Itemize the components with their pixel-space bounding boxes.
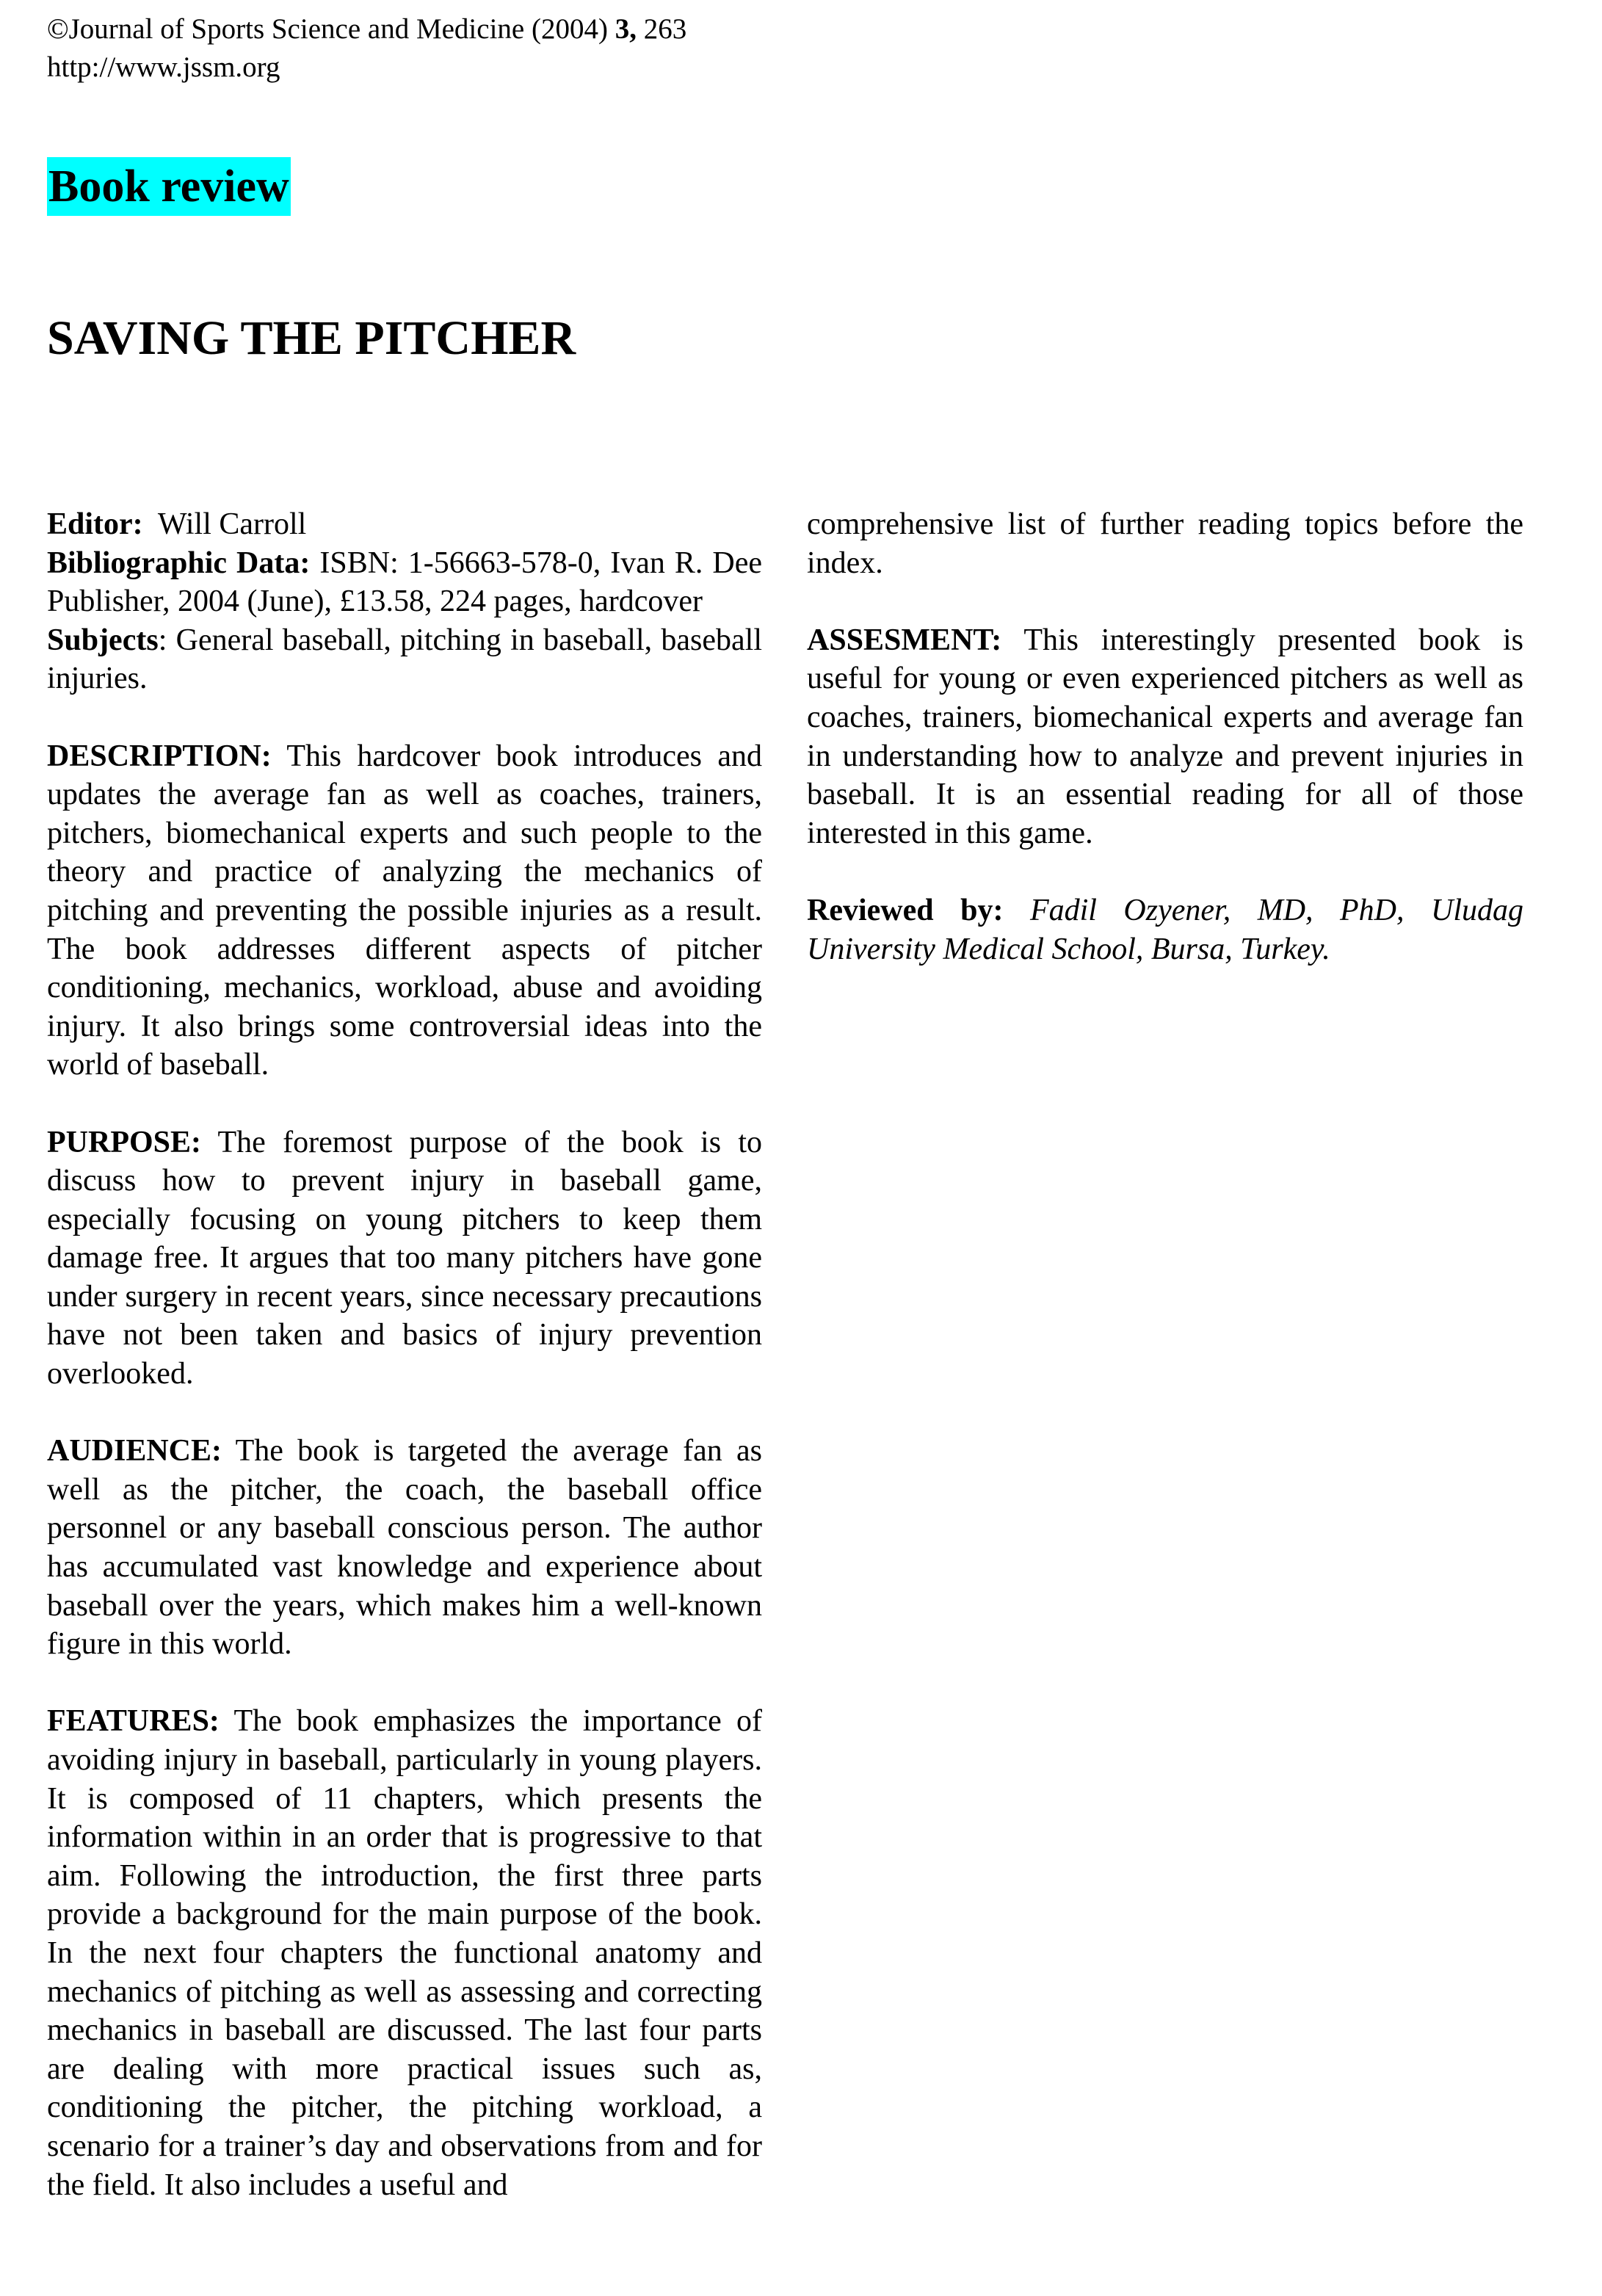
- journal-volume: 3,: [615, 13, 637, 45]
- assessment-paragraph: [807, 621, 1523, 853]
- assessment-label: ASSESMENT:: [807, 623, 1002, 657]
- bibliographic-value: ISBN: 1-56663-578-0, Ivan R. Dee Publisher, 2004 (June), £13.58, 224 pages, hardcover: [47, 546, 763, 619]
- subjects-value: : General baseball, pitching in baseball, baseball injuries.: [47, 623, 762, 696]
- description-text: This hardcover book introduces and updates the average fan as well as coaches, trainers, pitchers, biomechanical experts and such people to the theory and practice of analyzing the mechanics of pitching and preventing the possible injuries as a result. The book addresses different aspects of pitcher conditioning, mechanics, workload, abuse and avoiding injury. It also brings some controversial ideas into the world of baseball.: [47, 739, 762, 1082]
- audience-paragraph: [47, 1432, 762, 1664]
- reviewer-paragraph: [807, 891, 1523, 968]
- editor-label: Editor:: [47, 507, 143, 541]
- section-label-book-review: Book review: [47, 157, 291, 216]
- features-continuation: comprehensive list of further reading topics before the index.: [807, 507, 1523, 580]
- assessment-text: This interestingly presented book is useful for young or even experienced pitchers as well as coaches, trainers, biomechanical experts and average fan in understanding how to analyze and prevent injuries in baseball. It is an essential reading for all of those interested in this game.: [807, 623, 1523, 850]
- purpose-paragraph: [47, 1123, 762, 1394]
- purpose-text: The foremost purpose of the book is to discuss how to prevent injury in baseball game, especially focusing on young pitchers to keep them damage free. It argues that too many pitchers have gone under surgery in recent years, since necessary precautions have not been taken and basics of injury prevention overlooked.: [47, 1125, 763, 1391]
- subjects-line: [47, 621, 762, 698]
- reviewer-label: Reviewed by:: [807, 893, 1004, 927]
- audience-text: The book is targeted the average fan as well as the pitcher, the coach, the baseball office personnel or any baseball conscious person. The author has accumulated vast knowledge and experience about baseball over the years, which makes him a well-known figure in this world.: [47, 1434, 763, 1662]
- description-paragraph: [47, 737, 762, 1084]
- left-column: [47, 505, 762, 2204]
- subjects-label: Subjects: [47, 623, 159, 657]
- journal-page: 263: [643, 13, 687, 45]
- bibliographic-label: Bibliographic Data:: [47, 546, 311, 580]
- purpose-label: PURPOSE:: [47, 1125, 201, 1159]
- journal-name: ©Journal of Sports Science and Medicine (2004): [47, 13, 608, 45]
- features-label: FEATURES:: [47, 1704, 220, 1739]
- journal-citation: [47, 10, 686, 48]
- editor-line: [47, 505, 762, 544]
- editor-value: Will Carroll: [157, 507, 307, 541]
- features-text: The book emphasizes the importance of avoiding injury in baseball, particularly in young players. It is composed of 11 chapters, which presents the information within in an order that is progressive to that aim. Following the introduction, the first three parts provide a background for the main purpose of the book. In the next four chapters the functional anatomy and mechanics of pitching as well as assessing and correcting mechanics in baseball are discussed. The last four parts are dealing with more practical issues such as, conditioning the pitcher, the pitching workload, a scenario for a trainer’s day and observations from and for the field. It also includes a useful and: [47, 1704, 762, 2202]
- features-paragraph: [47, 1702, 762, 2204]
- journal-url[interactable]: http://www.jssm.org: [47, 51, 280, 83]
- reviewer-text: Fadil Ozyener, MD, PhD, Uludag University Medical School, Bursa, Turkey.: [807, 893, 1523, 966]
- right-column: [807, 505, 1523, 968]
- article-title: SAVING THE PITCHER: [47, 311, 576, 365]
- bibliographic-line: [47, 544, 762, 621]
- running-header: [47, 10, 686, 87]
- audience-label: AUDIENCE:: [47, 1434, 222, 1469]
- description-label: DESCRIPTION:: [47, 739, 272, 773]
